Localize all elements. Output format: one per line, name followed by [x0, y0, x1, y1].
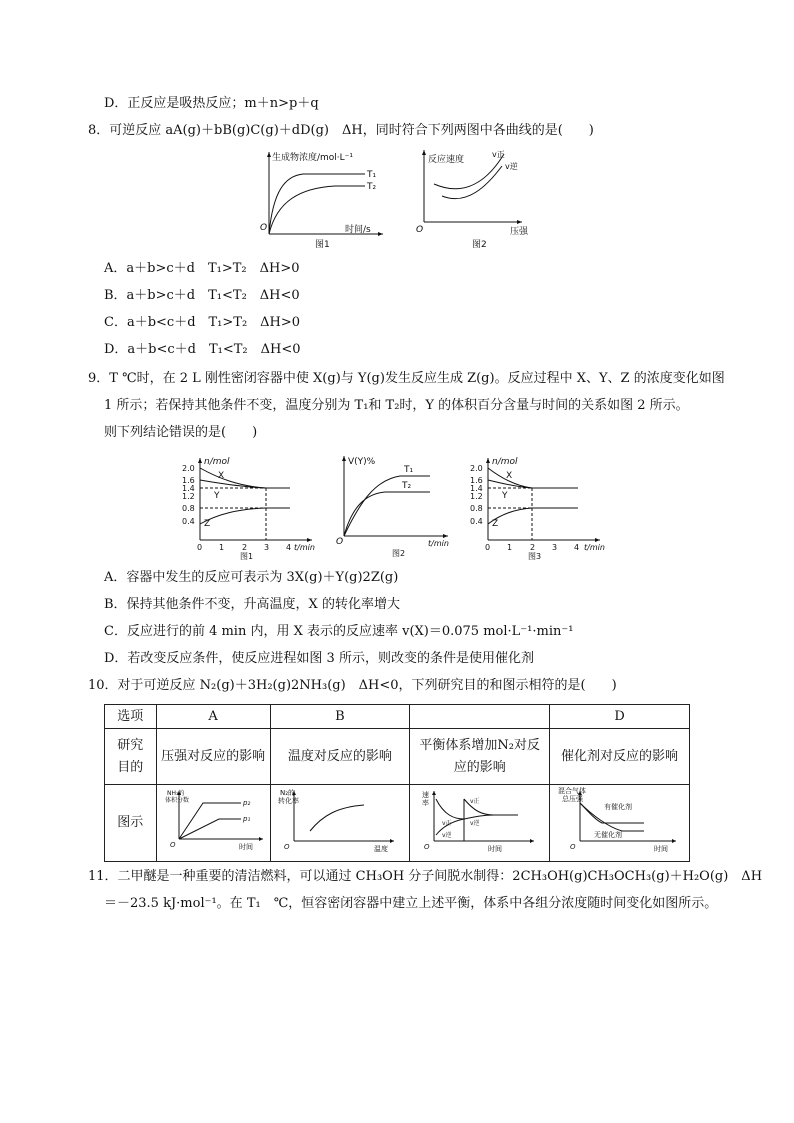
q10-figure-c [410, 785, 550, 862]
q9-fig2-label-t1: T₁ [404, 465, 414, 475]
q10-figure-row [105, 785, 690, 862]
q9-option-b: B．保持其他条件不变，升高温度，X 的转化率增大 [104, 597, 400, 612]
q8-fig1-origin: O [260, 223, 268, 233]
q10-figc-ylabel-2: 率 [421, 799, 429, 807]
q10-figc-label-4: v逆 [469, 820, 480, 827]
q9-fig3-ylabel: n/mol [492, 457, 518, 467]
q9-fig3-label-y: Y [502, 491, 508, 501]
q9-fig1-ytick-04: 0.4 [182, 517, 195, 526]
q8-option-b: B．a＋b>c＋d T₁<T₂ ΔH<0 [104, 288, 300, 303]
q10-figc-label-2: v正 [469, 798, 480, 805]
q9-fig1-xtick-4: 4 [286, 543, 292, 552]
q10-header-a: A [156, 705, 270, 729]
q8-option-a: A．a＋b>c＋d T₁>T₂ ΔH>0 [104, 261, 300, 276]
q9-fig3-ytick-04: 0.4 [470, 517, 483, 526]
q9-fig1-label-y: Y [214, 491, 220, 501]
q10-header-row [105, 705, 690, 729]
q9-fig3-ytick-16: 1.6 [470, 476, 483, 485]
q10-header-b: B [270, 705, 410, 729]
q9-fig2-curve-t2 [344, 492, 430, 536]
q8-fig2-origin: O [416, 225, 424, 235]
q8-fig2-curve-v-reverse [442, 166, 502, 199]
q10-figc-curve-forward-1 [436, 799, 464, 819]
q10-figa-ylabel-1: NH₃的 [167, 790, 185, 797]
q10-figa-ylabel-2: 体积分数 [165, 797, 190, 804]
q10-figb-ylabel-2: 转化率 [277, 797, 299, 805]
q10-header-option: 选项 [105, 705, 157, 729]
q8-fig1-ylabel: 生成物浓度/mol·L⁻¹ [272, 153, 354, 163]
q9-fig1-ytick-08: 0.8 [182, 504, 195, 513]
q9-fig3-ytick-14: 1.4 [470, 484, 483, 493]
q10-table [104, 704, 690, 862]
q8-fig2-xlabel: 压强 [510, 227, 529, 237]
q9-fig1-xlabel: t/min [294, 543, 315, 552]
q9-stem-line-2: 1 所示；若保持其他条件不变，温度分别为 T₁和 T₂时，Y 的体积百分含量与时间的关系如图 2 所示。 [104, 398, 689, 413]
q10-figd-label-catalyst: 有催化剂 [603, 803, 632, 811]
q9-fig1-curve-x [200, 468, 290, 488]
q10-figure-d [550, 785, 690, 862]
q9-fig3-label-x: X [506, 471, 513, 481]
q10-figc-label-1: v正 [441, 820, 452, 827]
q8-figure-2 [412, 146, 532, 250]
q10-figd-ylabel-2: 总压强 [561, 795, 583, 803]
q8-fig2-label-v-reverse: v逆 [505, 162, 518, 171]
q10-purpose-a: 压强对反应的影响 [156, 729, 270, 785]
q8-fig1-label-t2: T₂ [367, 182, 377, 192]
q11-line-1: 11．二甲醚是一种重要的清洁燃料，可以通过 CH₃OH 分子间脱水制得：2CH₃OH(g)CH₃OCH₃(g)＋H₂O(g) ΔH [88, 869, 763, 884]
q10-figure-b [270, 785, 410, 862]
q10-figb-ylabel-1: N₂的 [279, 789, 295, 797]
q9-fig1-ytick-20: 2.0 [182, 464, 195, 473]
q10-figa-curve-p2 [179, 803, 241, 839]
q9-fig1-curve-z [200, 508, 290, 524]
q9-fig1-label-x: X [218, 471, 225, 481]
q9-fig3-xtick-3: 3 [552, 543, 558, 552]
q8-fig2-ylabel: 反应速度 [428, 155, 465, 165]
q10-figa-curve-p1 [179, 819, 241, 839]
q8-option-c: C．a＋b<c＋d T₁>T₂ ΔH>0 [104, 315, 301, 330]
q10-purpose-d: 催化剂对反应的影响 [550, 729, 690, 785]
q10-fig-a [159, 785, 267, 853]
q9-fig3-ytick-20: 2.0 [470, 464, 483, 473]
q10-figd-origin: O [569, 843, 576, 851]
q9-fig2-label-t2: T₂ [402, 481, 412, 491]
q10-figa-xlabel: 时间 [239, 843, 254, 851]
q10-figd-ylabel-1: 混合气体 [557, 787, 586, 795]
q10-purpose-row [105, 729, 690, 785]
q10-figc-label-3: v逆 [441, 832, 452, 839]
q9-fig3-curve-x [488, 468, 578, 488]
q9-fig2-ylabel: V(Y)% [348, 457, 376, 467]
q8-fig2-caption: 图2 [472, 240, 487, 250]
q9-figure-1 [178, 452, 318, 560]
q9-fig2-xlabel: t/min [428, 539, 449, 548]
q10-figure-a [156, 785, 270, 862]
q8-stem: 8．可逆反应 aA(g)＋bB(g)C(g)＋dD(g) ΔH，同时符合下列两图中各曲线的是( ) [88, 123, 594, 138]
q10-figa-origin: O [170, 841, 176, 849]
q8-fig1-label-t1: T₁ [367, 170, 377, 180]
q10-figb-xlabel: 温度 [373, 845, 388, 853]
q9-figure-3 [466, 452, 616, 560]
q9-fig1-ytick-16: 1.6 [182, 476, 195, 485]
q10-fig-c [418, 785, 542, 853]
q10-figb-curve [310, 805, 364, 831]
q9-option-d: D．若改变反应条件，使反应进程如图 3 所示，则改变的条件是使用催化剂 [104, 651, 534, 666]
q9-fig1-xtick-1: 1 [219, 543, 225, 552]
q9-fig3-curve-z [488, 508, 578, 524]
q11-line-2: ＝－23.5 kJ·mol⁻¹。在 T₁ ℃，恒容密闭容器中建立上述平衡，体系中各组分浓度随时间变化如图所示。 [104, 896, 718, 911]
q9-fig1-ylabel: n/mol [204, 457, 230, 467]
q9-fig3-xlabel: t/min [584, 543, 605, 552]
q10-figc-origin: O [423, 843, 430, 851]
q9-fig2-caption: 图2 [392, 549, 406, 558]
q9-stem-line-3: 则下列结论错误的是( ) [104, 425, 258, 440]
q8-option-d: D．a＋b<c＋d T₁<T₂ ΔH<0 [104, 342, 301, 357]
q10-figa-label-p1: p₁ [243, 815, 251, 823]
q10-header-c [410, 705, 550, 729]
q10-figa-label-p2: p₂ [243, 799, 251, 807]
q9-fig1-xtick-3: 3 [264, 543, 270, 552]
q10-header-d: D [550, 705, 690, 729]
q9-fig3-label-z: Z [492, 519, 499, 529]
q9-fig3-xtick-2: 2 [530, 543, 536, 552]
q10-figc-curve-reverse-2 [464, 815, 494, 819]
q8-fig2-label-v-forward: v正 [492, 150, 505, 159]
q10-figc-ylabel-1: 速 [421, 791, 429, 799]
q10-fig-d [558, 785, 682, 853]
q9-fig1-caption: 图1 [240, 552, 254, 560]
q10-figure-label: 图示 [105, 785, 157, 862]
q10-figc-xlabel: 时间 [487, 845, 502, 853]
q9-fig3-xtick-0: 0 [485, 543, 491, 552]
q9-fig1-xtick-2: 2 [242, 543, 248, 552]
q10-figb-origin: O [283, 843, 290, 851]
q9-fig3-xtick-1: 1 [507, 543, 513, 552]
q9-fig1-label-z: Z [204, 519, 211, 529]
q9-fig3-ytick-08: 0.8 [470, 504, 483, 513]
q8-figure-1 [255, 146, 390, 250]
q9-fig3-ytick-12: 1.2 [470, 492, 483, 501]
q9-fig3-caption: 图3 [528, 552, 542, 560]
q9-option-c: C．反应进行的前 4 min 内，用 X 表示的反应速率 v(X)＝0.075 mol·L⁻¹·min⁻¹ [104, 624, 574, 639]
q9-option-a: A．容器中发生的反应可表示为 3X(g)＋Y(g)2Z(g) [104, 570, 399, 585]
q10-figd-label-no-catalyst: 无催化剂 [593, 831, 622, 839]
q9-fig1-xtick-0: 0 [197, 543, 203, 552]
q10-purpose-label: 研究目的 [105, 729, 157, 785]
q9-fig1-ytick-12: 1.2 [182, 492, 195, 501]
q9-fig2-origin: O [336, 537, 344, 547]
q9-fig1-ytick-14: 1.4 [182, 484, 195, 493]
q8-fig1-xlabel: 时间/s [345, 225, 371, 235]
q7-option-d: D．正反应是吸热反应；m＋n>p＋q [104, 96, 319, 111]
q10-stem: 10．对于可逆反应 N₂(g)＋3H₂(g)2NH₃(g) ΔH<0，下列研究目的和图示相符的是( ) [88, 678, 617, 693]
q10-purpose-b: 温度对反应的影响 [270, 729, 410, 785]
q10-fig-b [278, 785, 402, 853]
q9-fig2-curve-t1 [344, 476, 430, 536]
q9-fig3-xtick-4: 4 [574, 543, 580, 552]
q9-figure-2 [330, 452, 455, 560]
q8-fig1-caption: 图1 [315, 240, 330, 250]
q10-purpose-c: 平衡体系增加N₂对反应的影响 [410, 729, 550, 785]
q9-stem-line-1: 9．T ℃时，在 2 L 刚性密闭容器中使 X(g)与 Y(g)发生反应生成 Z(g)。反应过程中 X、Y、Z 的浓度变化如图 [88, 371, 725, 386]
q10-figd-xlabel: 时间 [653, 845, 668, 853]
